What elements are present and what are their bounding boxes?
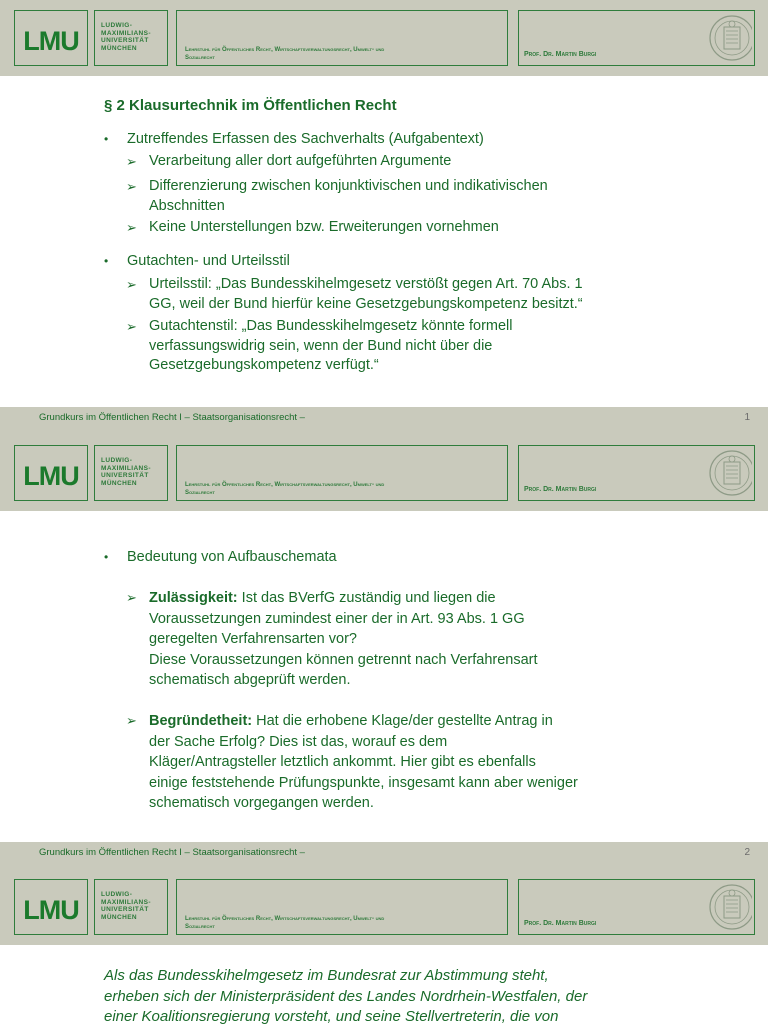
- slide-3: [0, 869, 768, 1024]
- university-line: UNIVERSITÄT: [101, 472, 149, 480]
- sub-bullet-text: Voraussetzungen zumindest einer der in Art. 93 Abs. 1 GG: [149, 610, 525, 627]
- university-line: LUDWIG-: [101, 457, 133, 464]
- slide-header: [0, 869, 768, 945]
- sub-bullet-text: Gesetzgebungskompetenz verfügt.“: [149, 357, 379, 373]
- university-line: LUDWIG-: [101, 891, 133, 898]
- university-name: [94, 10, 168, 66]
- university-line: MÜNCHEN: [101, 913, 138, 921]
- slide-2: [0, 435, 768, 871]
- professor-name: Prof. Dr. Martin Burgi: [524, 51, 597, 58]
- logo-text: LMU: [23, 895, 79, 925]
- footer-text: Grundkurs im Öffentlichen Recht I – Staatsorganisationsrecht –: [39, 412, 305, 423]
- arrow-bullet-icon: ➢: [126, 220, 137, 235]
- sub-bullet-text: Abschnitten: [149, 197, 225, 214]
- slide-header: [0, 435, 768, 511]
- sub-bullet-text: Verarbeitung aller dort aufgeführten Argumente: [149, 153, 452, 169]
- arrow-bullet-icon: ➢: [126, 179, 137, 194]
- sub-bullet-text: schematisch abgeprüft werden.: [149, 672, 351, 688]
- footer-text: Grundkurs im Öffentlichen Recht I – Staatsorganisationsrecht –: [39, 847, 305, 858]
- university-line: MÜNCHEN: [101, 44, 138, 52]
- sub-bullet-text: GG, weil der Bund hierfür keine Gesetzgebungskompetenz besitzt.“: [149, 295, 583, 312]
- arrow-bullet-icon: ➢: [126, 713, 137, 728]
- sub-bullet-label: Begründetheit:: [149, 713, 253, 729]
- university-line: MAXIMILIANS-: [101, 464, 151, 472]
- page-number: 2: [744, 847, 750, 858]
- sub-bullet-text: Differenzierung zwischen konjunktivischen und indikativischen: [149, 178, 548, 194]
- sub-bullet-label: Zulässigkeit:: [149, 590, 238, 606]
- lmu-logo: [14, 445, 88, 501]
- professor-box: [518, 879, 755, 935]
- page-number: 1: [744, 412, 750, 423]
- sub-bullet-text: verfassungswidrig sein, wenn der Bund nicht über die: [149, 337, 493, 354]
- chair-name-box: [176, 10, 508, 66]
- sub-bullet-text: Urteilsstil: „Das Bundesskihelmgesetz verstößt gegen Art. 70 Abs. 1: [149, 276, 583, 292]
- arrow-bullet-icon: ➢: [126, 277, 137, 292]
- university-line: UNIVERSITÄT: [101, 37, 149, 45]
- bullet-dot-icon: •: [104, 132, 109, 146]
- slide-footer: [0, 842, 768, 870]
- bullet-text: Bedeutung von Aufbauschemata: [127, 549, 337, 565]
- chair-name-box: [176, 445, 508, 501]
- sub-bullet-text: Ist das BVerfG zuständig und liegen die: [237, 590, 496, 606]
- arrow-bullet-icon: ➢: [126, 154, 137, 169]
- professor-name: Prof. Dr. Martin Burgi: [524, 920, 597, 927]
- university-line: LUDWIG-: [101, 22, 133, 29]
- professor-name: Prof. Dr. Martin Burgi: [524, 486, 597, 493]
- sub-bullet-text: einige feststehende Prüfungspunkte, insgesamt kann aber weniger: [149, 774, 578, 791]
- university-name: [94, 879, 168, 935]
- chair-name: Lehrstuhl für Öffentliches Recht, Wirtschaftsverwaltungsrecht, Umwelt- und: [185, 47, 385, 53]
- sub-bullet-text: Gutachtenstil: „Das Bundesskihelmgesetz könnte formell: [149, 318, 513, 334]
- chair-name-box: [176, 879, 508, 935]
- university-line: MÜNCHEN: [101, 479, 138, 487]
- chair-name-line2: Sozialrecht: [185, 924, 215, 930]
- case-text: [104, 966, 587, 1024]
- slide-title: § 2 Klausurtechnik im Öffentlichen Recht: [104, 97, 397, 114]
- slide-1: [0, 0, 768, 436]
- sub-bullet-text: Diese Voraussetzungen können getrennt nach Verfahrensart: [149, 651, 538, 668]
- chair-name-line2: Sozialrecht: [185, 55, 215, 61]
- university-seal-icon: [704, 448, 752, 498]
- bullet-text: Gutachten- und Urteilsstil: [127, 253, 290, 269]
- bullet-text: Zutreffendes Erfassen des Sachverhalts (Aufgabentext): [127, 131, 484, 147]
- arrow-bullet-icon: ➢: [126, 590, 137, 605]
- university-seal-icon: [704, 13, 752, 63]
- bullet-dot-icon: •: [104, 550, 109, 564]
- professor-box: [518, 10, 755, 66]
- bullet-dot-icon: •: [104, 254, 109, 268]
- lmu-logo: [14, 879, 88, 935]
- sub-bullet-text: Hat die erhobene Klage/der gestellte Antrag in: [252, 713, 553, 729]
- sub-bullet-text: der Sache Erfolg? Dies ist das, worauf es dem: [149, 733, 448, 750]
- sub-bullet-text: Keine Unterstellungen bzw. Erweiterungen vornehmen: [149, 219, 499, 235]
- university-name: [94, 445, 168, 501]
- chair-name-line2: Sozialrecht: [185, 490, 215, 496]
- arrow-bullet-icon: ➢: [126, 319, 137, 334]
- professor-box: [518, 445, 755, 501]
- university-seal-icon: [704, 882, 752, 932]
- sub-bullet-text: Kläger/Antragsteller letztlich ankommt. Hier gibt es ebenfalls: [149, 754, 536, 770]
- logo-text: LMU: [23, 461, 79, 491]
- university-line: MAXIMILIANS-: [101, 898, 151, 906]
- lmu-logo: [14, 10, 88, 66]
- slide-footer: [0, 407, 768, 435]
- case-text-line: einer Koalitionsregierung vorsteht, und seine Stellvertreterin, die von: [104, 1008, 559, 1024]
- chair-name: Lehrstuhl für Öffentliches Recht, Wirtschaftsverwaltungsrecht, Umwelt- und: [185, 916, 385, 922]
- university-line: MAXIMILIANS-: [101, 29, 151, 37]
- sub-bullet-text: geregelten Verfahrensarten vor?: [149, 631, 357, 647]
- slide-header: [0, 0, 768, 76]
- logo-text: LMU: [23, 26, 79, 56]
- case-text-line: Als das Bundesskihelmgesetz im Bundesrat zur Abstimmung steht,: [104, 967, 549, 984]
- university-line: UNIVERSITÄT: [101, 906, 149, 914]
- case-text-line: erheben sich der Ministerpräsident des Landes Nordrhein-Westfalen, der: [104, 987, 588, 1005]
- sub-bullet-text: schematisch vorgegangen werden.: [149, 795, 374, 811]
- chair-name: Lehrstuhl für Öffentliches Recht, Wirtschaftsverwaltungsrecht, Umwelt- und: [185, 482, 385, 488]
